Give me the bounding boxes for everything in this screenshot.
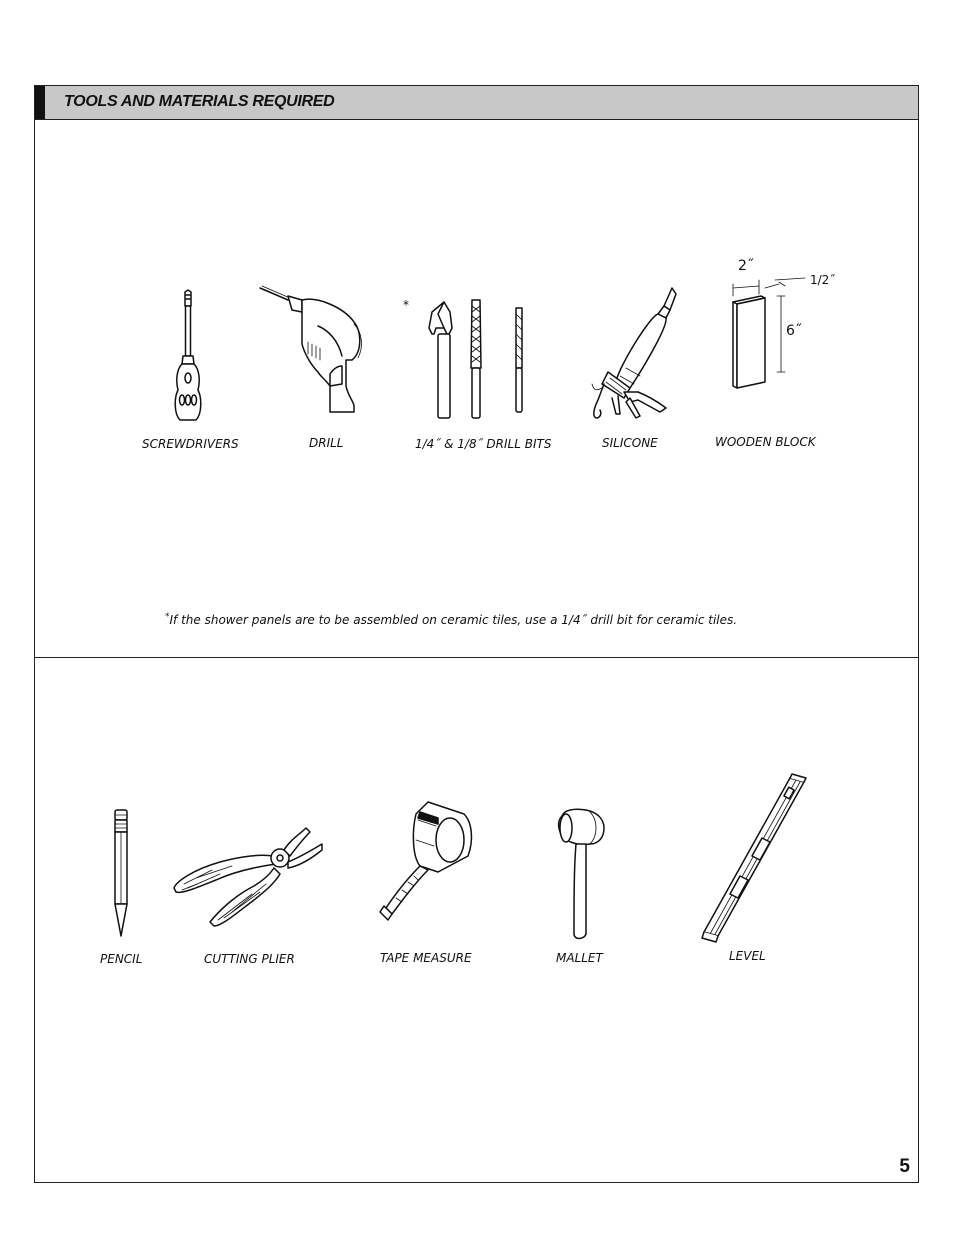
cutting-plier-icon <box>172 826 324 930</box>
screwdriver-icon <box>168 290 208 425</box>
drill-bits-asterisk: * <box>403 298 409 312</box>
label-wooden-block: WOODEN BLOCK <box>715 435 816 449</box>
tools-section-frame <box>34 85 919 1183</box>
label-pencil: PENCIL <box>100 952 143 966</box>
footnote <box>165 612 737 627</box>
label-cutting-plier: CUTTING PLIER <box>204 952 295 966</box>
label-mallet: MALLET <box>556 951 603 965</box>
page-number: 5 <box>899 1156 910 1177</box>
drill-bits-icon <box>428 298 528 422</box>
label-tape-measure: TAPE MEASURE <box>380 951 472 965</box>
block-height-dimension: 6˝ <box>786 323 802 339</box>
tape-measure-icon <box>380 800 476 922</box>
section-header <box>35 86 918 120</box>
block-width-dimension: 2˝ <box>738 258 754 274</box>
label-drill: DRILL <box>309 436 344 450</box>
footnote-text: If the shower panels are to be assembled on ceramic tiles, use a 1/4˝ drill bit for ceramic tiles. <box>169 613 738 627</box>
header-tab-marker <box>35 86 45 119</box>
pencil-icon <box>112 808 132 938</box>
section-divider <box>35 657 918 658</box>
label-level: LEVEL <box>729 949 766 963</box>
label-silicone: SILICONE <box>602 436 658 450</box>
silicone-gun-icon <box>590 288 680 428</box>
label-screwdrivers: SCREWDRIVERS <box>142 437 239 451</box>
drill-icon <box>258 286 368 416</box>
label-drill-bits: 1/4˝ & 1/8˝ DRILL BITS <box>415 437 552 451</box>
mallet-icon <box>556 808 610 944</box>
footnote-marker: * <box>165 612 170 622</box>
block-thickness-dimension: 1/2˝ <box>810 273 836 287</box>
section-title: TOOLS AND MATERIALS REQUIRED <box>64 93 335 110</box>
level-icon <box>700 776 810 942</box>
